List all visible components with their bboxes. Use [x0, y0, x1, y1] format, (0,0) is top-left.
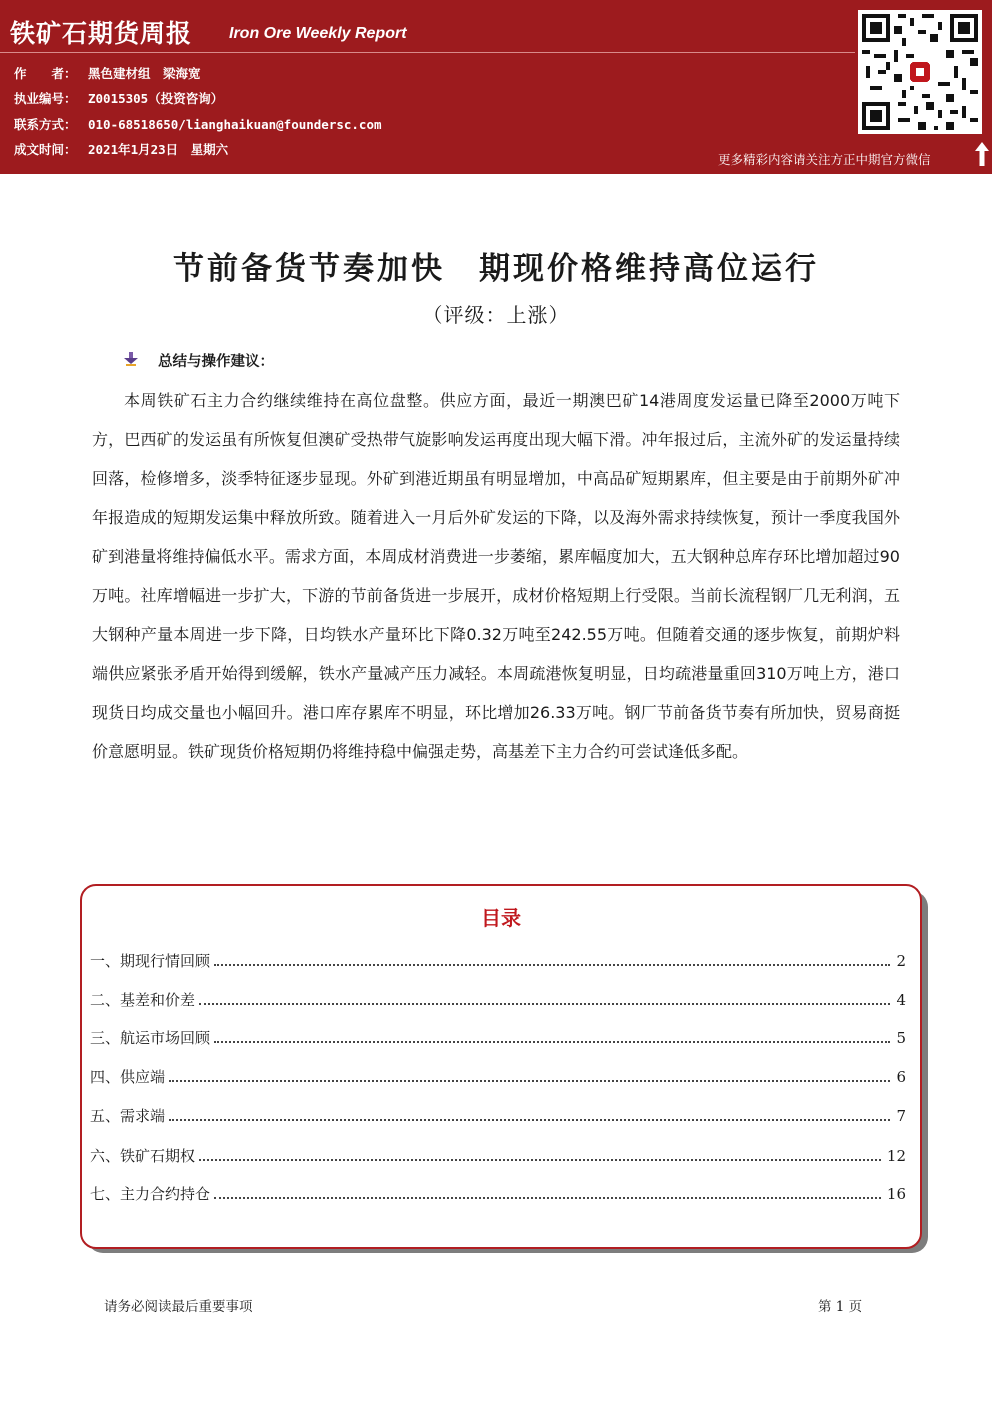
toc-leader [199, 1159, 881, 1161]
toc-item-page: 5 [896, 1029, 906, 1047]
meta-date [14, 140, 228, 158]
toc-item-label: 六、铁矿石期权 [90, 1147, 196, 1165]
toc-leader [169, 1080, 890, 1082]
meta-contact-key: 联系方式： [14, 117, 77, 132]
meta-author-key: 作 者： [14, 66, 77, 81]
section-heading-text: 总结与操作建议： [158, 354, 274, 370]
report-header [0, 0, 992, 172]
footer-notice: 请务必阅读最后重要事项 [104, 1299, 253, 1315]
toc-item-page: 7 [896, 1107, 906, 1125]
meta-contact-value: 010-68518650/lianghaikuan@foundersc.com [88, 117, 382, 132]
toc-leader [214, 964, 890, 966]
toc-title: 目录 [481, 906, 521, 930]
report-series-subtitle: Iron Ore Weekly Report [229, 25, 407, 42]
follow-wechat-text: 更多精彩内容请关注方正中期官方微信 [718, 152, 931, 167]
toc-item-label: 一、期现行情回顾 [90, 952, 211, 970]
report-series-title: 铁矿石期货周报 [10, 19, 193, 48]
toc-item-label: 三、航运市场回顾 [90, 1029, 211, 1047]
toc-item[interactable] [90, 1145, 906, 1167]
meta-date-value: 2021年1月23日 星期六 [88, 142, 229, 157]
table-of-contents [80, 884, 922, 1249]
report-rating: （评级：上涨） [422, 303, 570, 327]
section-heading [124, 350, 274, 371]
toc-item-page: 2 [896, 952, 906, 970]
qr-code-icon[interactable] [858, 10, 982, 134]
summary-paragraph: 本周铁矿石主力合约继续维持在高位盘整。供应方面，最近一期澳巴矿14港周度发运量已降至2000万吨下方，巴西矿的发运虽有所恢复但澳矿受热带气旋影响发运再度出现大幅下滑。冲年报过后，主流外矿的发运量持续回落，检修增多，淡季特征逐步显现。外矿到港近期虽有明显增加，中高品矿短期累库，但主要是由于前期外矿冲年报造成的短期发运集中释放所致。随着进入一月后外矿发运的下降，以及海外需求持续恢复，预计一季度我国外矿到港量将维持偏低水平。需求方面，本周成材消费进一步萎缩，累库幅度加大，五大钢种总库存环比增加超过90万吨。社库增幅进一步扩大，下游的节前备货进一步展开，成材价格短期上行受限。当前长流程钢厂几无利润，五大钢种产量本周进一步下降，日均铁水产量环比下降0.32万吨至242.55万吨。但随着交通的逐步恢复，前期炉料端供应紧张矛盾开始得到缓解，铁水产量减产压力减轻。本周疏港恢复明显，日均疏港量重回310万吨上方，港口现货日均成交量也小幅回升。港口库存累库不明显，环比增加26.33万吨。钢厂节前备货节奏有所加快，贸易商挺价意愿明显。铁矿现货价格短期仍将维持稳中偏强走势，高基差下主力合约可尝试逢低多配。 [92, 391, 900, 761]
toc-item[interactable] [90, 989, 906, 1011]
toc-item[interactable] [90, 1027, 906, 1049]
meta-contact [14, 115, 382, 133]
toc-item-label: 二、基差和价差 [90, 991, 196, 1009]
meta-author-value: 黑色建材组 梁海宽 [88, 66, 201, 81]
header-bottom-rule [0, 172, 992, 186]
arrow-down-bullet-icon [124, 352, 142, 370]
toc-item-page: 12 [886, 1147, 906, 1165]
report-title: 节前备货节奏加快 期现价格维持高位运行 [173, 251, 819, 287]
toc-item[interactable] [90, 1066, 906, 1088]
toc-leader [214, 1041, 890, 1043]
toc-leader [169, 1119, 890, 1121]
toc-item-page: 6 [896, 1068, 906, 1086]
arrow-up-icon [974, 141, 990, 167]
toc-item-label: 四、供应端 [90, 1068, 166, 1086]
toc-item[interactable] [90, 1183, 906, 1205]
toc-leader [199, 1003, 890, 1005]
toc-item-page: 16 [886, 1185, 906, 1203]
toc-item[interactable] [90, 950, 906, 972]
toc-item-page: 4 [896, 991, 906, 1009]
header-divider [0, 52, 855, 53]
toc-item-label: 七、主力合约持仓 [90, 1185, 211, 1203]
toc-leader [214, 1197, 881, 1199]
meta-license-key: 执业编号： [14, 91, 77, 106]
meta-author [14, 64, 201, 82]
footer-page-number: 第 1 页 [818, 1299, 863, 1315]
meta-license-value: Z0015305（投资咨询） [88, 91, 224, 106]
meta-license [14, 89, 223, 107]
toc-item[interactable] [90, 1105, 906, 1127]
toc-item-label: 五、需求端 [90, 1107, 166, 1125]
meta-date-key: 成文时间： [14, 142, 77, 157]
